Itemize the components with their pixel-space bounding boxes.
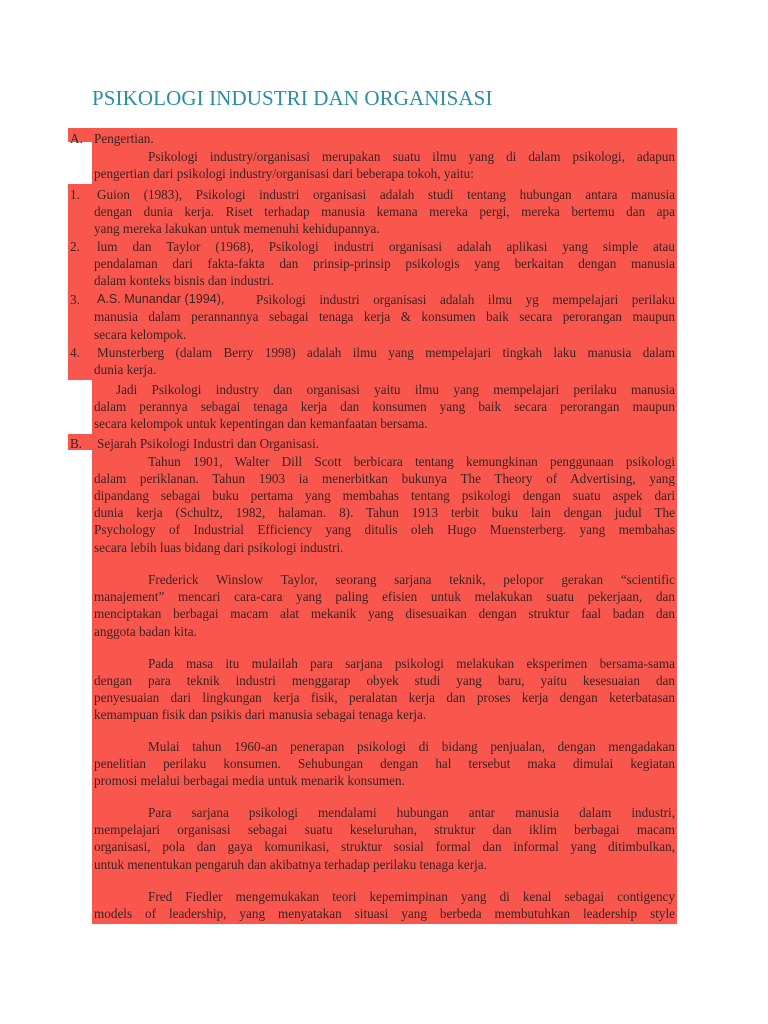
history-p1-line-5: Psychology of Industrial Efficiency yang ditulis oleh Hugo Muensterberg. yang membahas xyxy=(94,522,675,537)
section-b-marker: B. xyxy=(70,436,83,451)
history-p6-line-1: Fred Fiedler mengemukakan teori kepemimpinan yang di kenal sebagai contigency xyxy=(148,889,675,904)
section-a-marker: A. xyxy=(70,131,83,146)
list-item-2-line-2: pendalaman dari fakta-fakta dan prinsip-prinsip psikologis yang berkaitan dengan manusia xyxy=(94,256,675,271)
list-item-2-marker: 2. xyxy=(70,239,80,254)
section-a-heading: Pengertian. xyxy=(94,131,154,146)
history-p1-line-1: Tahun 1901, Walter Dill Scott berbicara tentang kemungkinan penggunaan psikologi xyxy=(148,454,675,469)
history-p2-line-3: menciptakan berbagai macam alat mekanik yang disesuaikan dengan struktur faal badan dan xyxy=(94,606,675,621)
history-p4-line-2: penelitian perilaku konsumen. Sehubungan dengan hal tersebut maka dimulai kegiatan xyxy=(94,756,675,771)
history-p4-line-1: Mulai tahun 1960-an penerapan psikologi di bidang penjualan, dengan mengadakan xyxy=(148,739,675,754)
history-p3-line-1: Pada masa itu mulailah para sarjana psikologi melakukan eksperimen bersama-sama xyxy=(148,656,675,671)
section-a-intro-line-2: pengertian dari psikologi industry/organisasi dari beberapa tokoh, yaitu: xyxy=(94,166,474,181)
document-title: PSIKOLOGI INDUSTRI DAN ORGANISASI xyxy=(92,86,493,110)
history-p2-line-4: anggota badan kita. xyxy=(94,624,197,639)
history-p1-line-4: dunia kerja (Schultz, 1982, halaman. 8). Tahun 1913 terbit buku lain dengan judul The xyxy=(94,505,675,520)
history-p2-line-2: manajement” mencari cara-cara yang paling efisien untuk melakukan suatu pekerjaan, dan xyxy=(94,589,675,604)
history-p6-line-2: models of leadership, yang menyatakan situasi yang berbeda membutuhkan leadership style xyxy=(94,906,675,921)
list-item-2-line-3: dalam konteks bisnis dan industri. xyxy=(94,273,274,288)
history-p1-line-2: dalam periklanan. Tahun 1903 ia menerbitkan bukunya The Theory of Advertising, yang xyxy=(94,471,675,486)
list-item-1-marker: 1. xyxy=(70,187,80,202)
list-item-3-line-2: manusia dalam perannannya sebagai tenaga kerja & konsumen baik secara perorangan maupun xyxy=(94,309,675,324)
history-p3-line-2: dengan para teknik industri menggarap obyek studi yang baru, yaitu kesesuaian dan xyxy=(94,673,675,688)
list-item-3-lead: A.S. Munandar (1994), xyxy=(97,292,225,306)
list-item-3-line-3: secara kelompok. xyxy=(94,327,187,342)
history-p3-line-4: kemampuan fisik dan psikis dari manusia sebagai tenaga kerja. xyxy=(94,707,427,722)
list-item-2-line-1: lum dan Taylor (1968), Psikologi industri organisasi adalah aplikasi yang simple atau xyxy=(97,239,675,254)
history-p5-line-1: Para sarjana psikologi mendalami hubungan antar manusia dalam industri, xyxy=(148,805,675,820)
conclusion-line-1: Jadi Psikologi industry dan organisasi yaitu ilmu yang mempelajari perilaku manusia xyxy=(116,382,675,397)
conclusion-line-3: secara kelompok untuk kepentingan dan kemanfaatan bersama. xyxy=(94,416,428,431)
history-p3-line-3: penyesuaian dari lingkungan kerja fisik, peralatan kerja dan proses kerja dengan keterbatasan xyxy=(94,690,675,705)
list-item-3-line-1: Psikologi industri organisasi adalah ilmu yg mempelajari perilaku xyxy=(256,292,675,307)
history-p1-line-3: dipandang sebagai buku pertama yang membahas tentang psikologi dengan suatu aspek dari xyxy=(94,488,675,503)
section-b-heading: Sejarah Psikologi Industri dan Organisasi. xyxy=(97,436,320,451)
history-p5-line-2: mempelajari organisasi sebagai suatu keseluruhan, struktur dan iklim berbagai macam xyxy=(94,822,675,837)
history-p5-line-3: organisasi, pola dan gaya komunikasi, struktur sosial formal dan informal yang ditimbulkan, xyxy=(94,839,675,854)
list-item-4-line-2: dunia kerja. xyxy=(94,362,157,377)
list-item-4-marker: 4. xyxy=(70,345,80,360)
conclusion-line-2: dalam perannya sebagai tenaga kerja dan konsumen yang baik secara perorangan maupun xyxy=(94,399,675,414)
section-a-intro-line-1: Psikologi industry/organisasi merupakan suatu ilmu yang di dalam psikologi, adapun xyxy=(148,149,675,164)
list-item-1-line-3: yang mereka lakukan untuk memenuhi kehidupannya. xyxy=(94,221,380,236)
list-item-1-line-2: dengan dunia kerja. Riset terhadap manusia kemana mereka pergi, mereka bertemu dan apa xyxy=(94,204,675,219)
history-p2-line-1: Frederick Winslow Taylor, seorang sarjana teknik, pelopor gerakan “scientific xyxy=(148,572,675,587)
list-item-4-line-1: Munsterberg (dalam Berry 1998) adalah ilmu yang mempelajari tingkah laku manusia dalam xyxy=(97,345,675,360)
list-item-3-marker: 3. xyxy=(70,292,80,307)
history-p5-line-4: untuk menentukan pengaruh dan akibatnya terhadap perilaku tenaga kerja. xyxy=(94,857,487,872)
history-p1-line-6: secara lebih luas bidang dari psikologi industri. xyxy=(94,540,344,555)
history-p4-line-3: promosi melalui berbagai media untuk menarik konsumen. xyxy=(94,773,405,788)
list-item-1-line-1: Guion (1983), Psikologi industri organisasi adalah studi tentang hubungan antara manusia xyxy=(97,187,675,202)
